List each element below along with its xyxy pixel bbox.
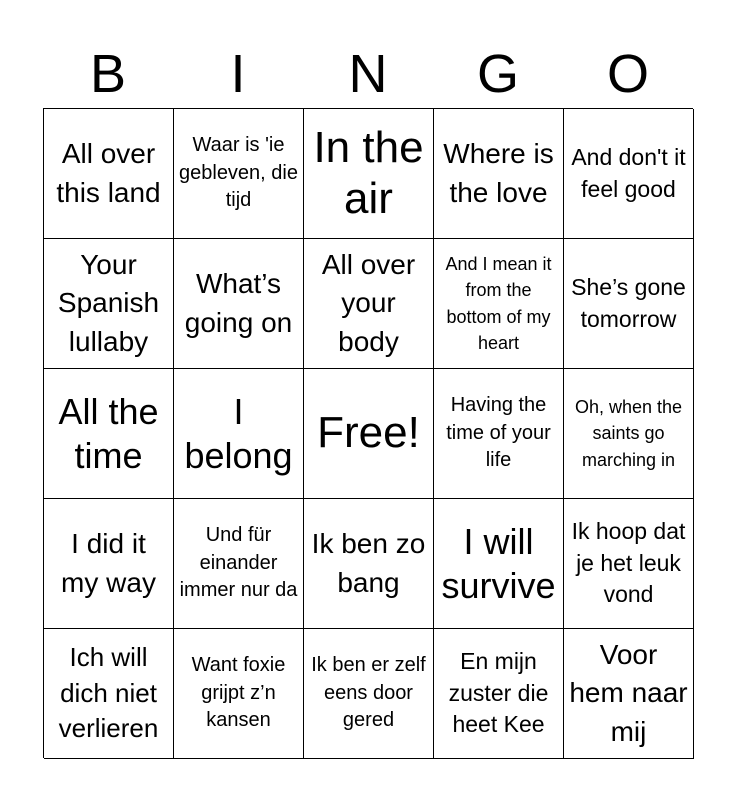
bingo-cell[interactable]: En mijn zuster die heet Kee bbox=[434, 629, 564, 759]
bingo-card-grid bbox=[43, 108, 693, 758]
bingo-cell[interactable]: Oh, when the saints go marching in bbox=[564, 369, 694, 499]
free-space-cell[interactable]: Free! bbox=[304, 369, 434, 499]
bingo-cell[interactable]: Ik ben er zelf eens door gered bbox=[304, 629, 434, 759]
bingo-cell[interactable]: Your Spanish lullaby bbox=[44, 239, 174, 369]
bingo-cell[interactable]: Having the time of your life bbox=[434, 369, 564, 499]
bingo-cell[interactable]: In the air bbox=[304, 109, 434, 239]
bingo-cell[interactable]: Voor hem naar mij bbox=[564, 629, 694, 759]
bingo-cell[interactable]: Waar is 'ie gebleven, die tijd bbox=[174, 109, 304, 239]
bingo-cell[interactable]: Where is the love bbox=[434, 109, 564, 239]
bingo-cell[interactable]: What’s going on bbox=[174, 239, 304, 369]
bingo-cell[interactable]: All the time bbox=[44, 369, 174, 499]
bingo-cell[interactable]: I belong bbox=[174, 369, 304, 499]
bingo-cell[interactable]: She’s gone tomorrow bbox=[564, 239, 694, 369]
bingo-cell[interactable]: Ik ben zo bang bbox=[304, 499, 434, 629]
header-letter-i: I bbox=[230, 44, 246, 104]
bingo-cell[interactable]: And I mean it from the bottom of my heart bbox=[434, 239, 564, 369]
header-letter-o: O bbox=[606, 44, 649, 104]
bingo-cell[interactable]: Und für einander immer nur da bbox=[174, 499, 304, 629]
bingo-header bbox=[43, 40, 693, 108]
bingo-cell[interactable]: Want foxie grijpt z’n kansen bbox=[174, 629, 304, 759]
header-letter-b: B bbox=[89, 44, 127, 104]
bingo-cell[interactable]: Ich will dich niet verlieren bbox=[44, 629, 174, 759]
bingo-cell[interactable]: All over your body bbox=[304, 239, 434, 369]
header-letter-g: G bbox=[476, 44, 519, 104]
bingo-cell[interactable]: Ik hoop dat je het leuk vond bbox=[564, 499, 694, 629]
bingo-cell[interactable]: All over this land bbox=[44, 109, 174, 239]
bingo-cell[interactable]: I will survive bbox=[434, 499, 564, 629]
header-letter-n: N bbox=[348, 44, 388, 104]
bingo-cell[interactable]: I did it my way bbox=[44, 499, 174, 629]
bingo-cell[interactable]: And don't it feel good bbox=[564, 109, 694, 239]
